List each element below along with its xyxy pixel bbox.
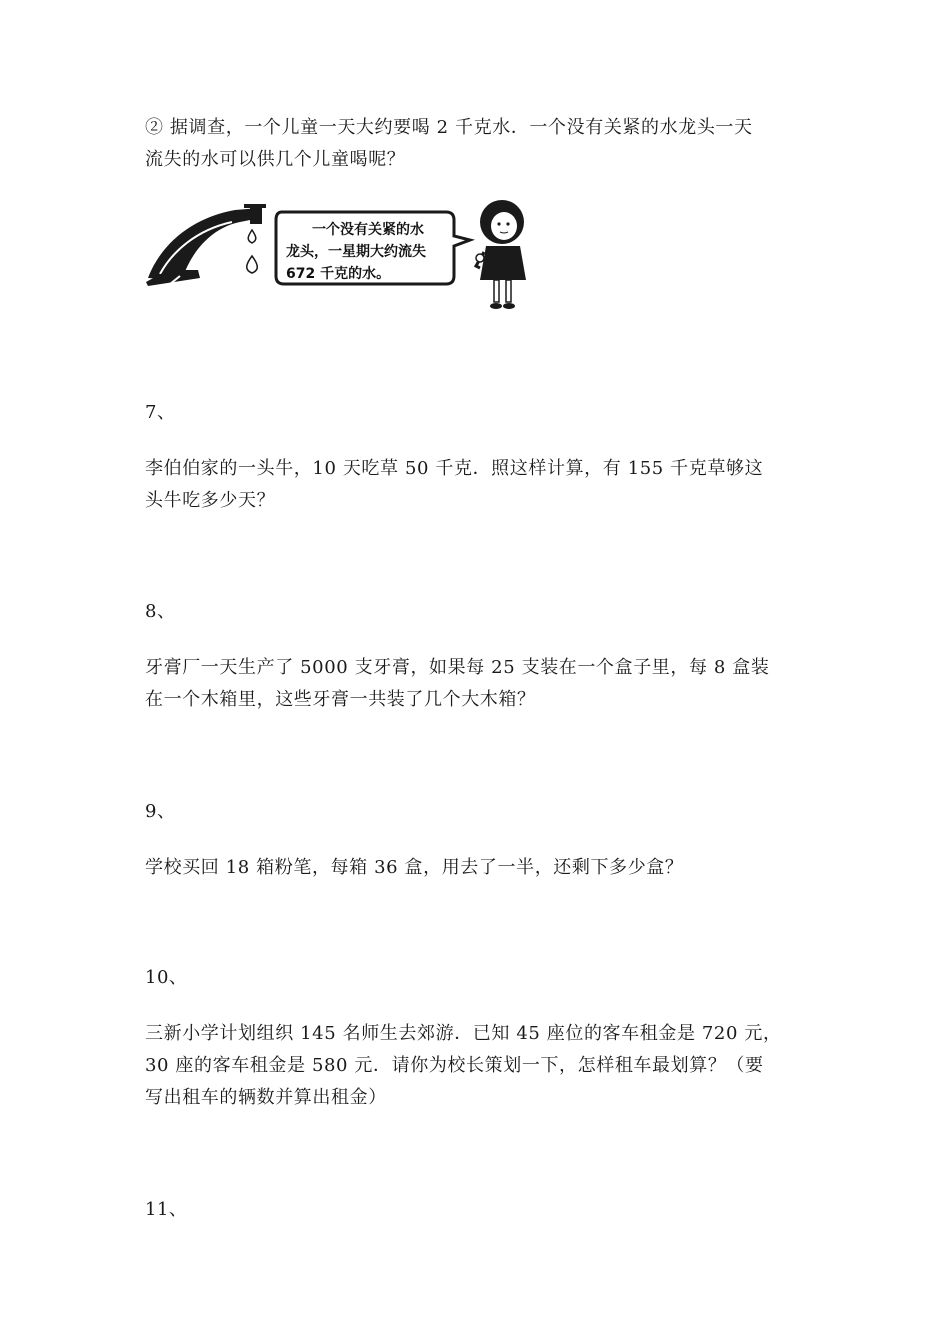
- question-number: 8、: [145, 601, 176, 622]
- girl-figure: [476, 200, 526, 309]
- speech-bubble-line: 龙头，一星期大约流失: [286, 244, 426, 260]
- question-text-line: 三新小学计划组织 145 名师生去郊游．已知 45 座位的客车租金是 720 元，: [145, 1023, 782, 1044]
- faucet-illustration: [140, 196, 532, 316]
- speech-bubble: [276, 212, 470, 284]
- speech-bubble-line: 672 千克的水。: [286, 266, 391, 282]
- question-6-part-2: [145, 112, 815, 176]
- question-text-line: 30 座的客车租金是 580 元．请你为校长策划一下，怎样租车最划算？（要: [145, 1055, 764, 1076]
- question-text-line: 牙膏厂一天生产了 5000 支牙膏，如果每 25 支装在一个盒子里，每 8 盒装: [145, 657, 770, 678]
- question-text-line: 在一个木箱里，这些牙膏一共装了几个大木箱？: [145, 689, 536, 710]
- faucet-icon: [146, 204, 266, 286]
- speech-bubble-line: 一个没有关紧的水: [312, 222, 424, 238]
- question-text-line: 写出租车的辆数并算出租金）: [145, 1087, 387, 1108]
- question-text-line: ② 据调查，一个儿童一天大约要喝 2 千克水．一个没有关紧的水龙头一天: [145, 117, 753, 138]
- question-text-line: 头牛吃多少天？: [145, 490, 276, 511]
- question-text-line: 流失的水可以供几个儿童喝呢？: [145, 149, 406, 170]
- question-9-text: [145, 852, 815, 884]
- question-10-text: [145, 1018, 815, 1114]
- water-drop-icon: [247, 230, 258, 273]
- question-number: 7、: [145, 402, 176, 423]
- question-text-line: 李伯伯家的一头牛，10 天吃草 50 千克．照这样计算，有 155 千克草够这: [145, 458, 764, 479]
- question-number: 11、: [145, 1199, 188, 1220]
- question-number: 9、: [145, 801, 176, 822]
- question-7-text: [145, 453, 815, 517]
- question-number: 10、: [145, 967, 188, 988]
- question-8-text: [145, 652, 815, 716]
- question-text-line: 学校买回 18 箱粉笔，每箱 36 盒，用去了一半，还剩下多少盒？: [145, 857, 684, 878]
